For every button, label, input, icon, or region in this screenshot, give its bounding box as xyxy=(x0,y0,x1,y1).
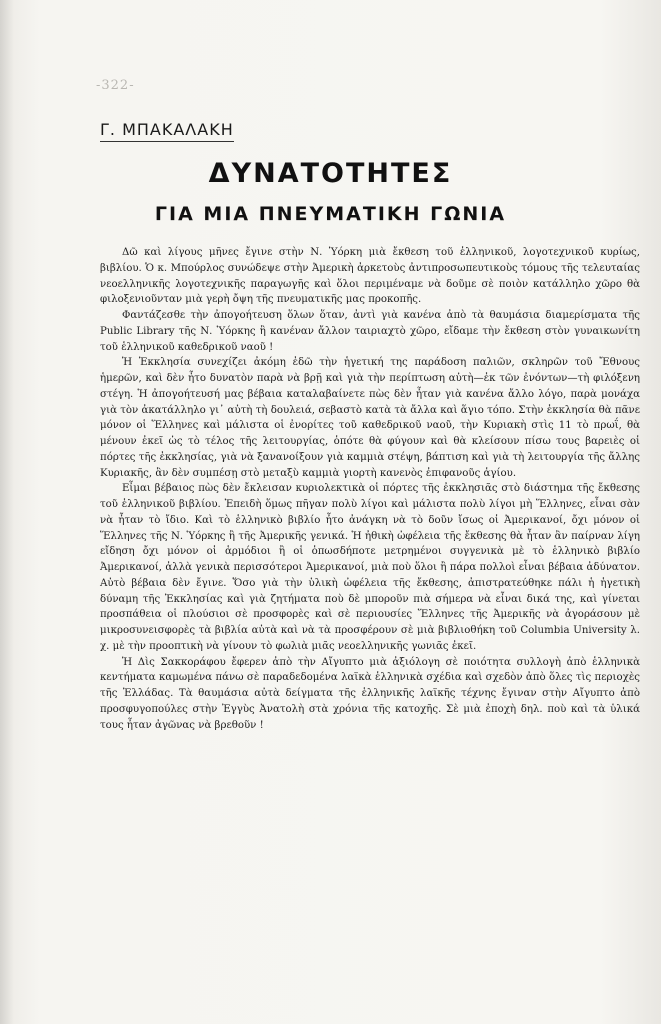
article-subtitle: ΓΙΑ ΜΙΑ ΠΝΕΥΜΑΤΙΚΗ ΓΩΝΙΑ xyxy=(154,203,507,225)
paragraph-3: Ἡ Ἐκκλησία συνεχίζει ἀκόμη ἐδῶ τὴν ἡγετική της παράδοση παλιῶν, σκληρῶν τοῦ Ἔθνους ἡμερῶν, καὶ δὲν ἦτο δυνατὸν παρὰ νὰ βρῇ καὶ γιὰ τὴν περίπτωση αὐτὴ—ἐκ τῶν ἐνόντων—τὴ φιλόξενη στέγη. Ἡ ἀπογοήτευσή μας βέβαια καταλαβαίνετε πὼς δὲν ἦταν γιὰ κανένα ἄλλο λόγο, παρὰ μονάχα γιὰ τὸν ἀκατάλληλο γι᾽ αὐτὴ τὴ δουλειά, σεβαστὸ κατὰ τὰ ἄλλα καὶ ἅγιο τόπο. Στὴν ἐκκλησία θὰ πᾶνε μόνον οἱ Ἕλληνες καὶ μάλιστα οἱ ἐνορίτες τοῦ καθεδρικοῦ ναοῦ, τὴν Κυριακὴ στὶς 11 τὸ πρωΐ, θὰ μένουν ἐκεῖ ὡς τὸ τέλος τῆς λειτουργίας, ὁπότε θὰ φύγουν καὶ θὰ κλείσουν πίσω τους βαρειὲς οἱ πόρτες τῆς ἐκκλησίας, γιὰ νὰ ξανανοίξουν γιὰ καμμιὰ στέψη, βάπτιση καὶ γιὰ τὴ λειτουργία τῆς ἄλλης Κυριακῆς, ἂν δὲν συμπέσῃ στὸ μεταξὺ καμμιὰ γιορτὴ κανενὸς ἐπιφανοῦς ἁγίου. xyxy=(100,357,640,479)
page-number: -322- xyxy=(96,78,135,93)
paragraph-1: Δῶ καὶ λίγους μῆνες ἔγινε στὴν Ν. Ὑόρκη μιὰ ἔκθεση τοῦ ἑλληνικοῦ, λογοτεχνικοῦ κυρίως, βιβλίου. Ὁ κ. Μπούρλος συνώδεψε στὴν Ἀμερικὴ ἀρκετοὺς ἀντιπροσωπευτικοὺς τόμους τῆς τελευταίας νεοελληνικῆς λογοτεχνικῆς παραγωγῆς καὶ ὅλοι περιμέναμε νὰ δοῦμε σὲ ποιὸν κατάλληλο χῶρο θὰ φιλοξενιοῦνταν μιὰ γερὴ ὄψη τῆς πνευματικῆς μας προκοπῆς. xyxy=(100,247,640,306)
author-name: Γ. ΜΠΑΚΑΛΑΚΗ xyxy=(100,120,234,142)
paragraph-5: Ἡ Δὶς Σακκοράφου ἔφερεν ἀπὸ τὴν Αἴγυπτο μιὰ ἀξιόλογη σὲ ποιότητα συλλογὴ ἀπὸ ἑλληνικὰ κεντήματα καμωμένα πάνω σὲ παραδεδομένα λαϊκὰ ἑλληνικὰ σχέδια καὶ σχεδὸν ἀπὸ ὅλες τὶς περιοχὲς τῆς Ἑλλάδας. Τὰ θαυμάσια αὐτὰ δείγματα τῆς ἑλληνικῆς λαϊκῆς τέχνης ἔγιναν στὴν Αἴγυπτο ἀπὸ προσφυγοπούλες στὴν Ἐγγὺς Ἀνατολὴ στὰ χρόνια τῆς κατοχῆς. Σὲ μιὰ ἐποχὴ δηλ. ποὺ καὶ τὰ ὑλικά τους ἦταν ἀγῶνας νὰ βρεθοῦν ! xyxy=(100,656,640,731)
article-body xyxy=(100,245,640,733)
binding-shadow xyxy=(0,0,14,1024)
article-title: ΔΥΝΑΤΟΤΗΤΕΣ xyxy=(208,158,453,189)
paragraph-4: Εἶμαι βέβαιος πὼς δὲν ἔκλεισαν κυριολεκτικὰ οἱ πόρτες τῆς ἐκκλησιᾶς στὸ διάστημα τῆς ἔκθεσης τοῦ ἑλληνικοῦ βιβλίου. Ἐπειδὴ ὅμως πῆγαν πολὺ λίγοι καὶ μάλιστα πολὺ λίγοι μὴ Ἕλληνες, εἶναι σὰν νὰ ἦταν τὸ ἴδιο. Καὶ τὸ ἑλληνικὸ βιβλίο ἦτο ἀνάγκη νὰ τὸ δοῦν ἴσως οἱ Ἀμερικανοί, ὄχι μόνον οἱ Ἕλληνες τῆς Ν. Ὑόρκης ἢ τῆς Ἀμερικῆς γενικά. Ἡ ἠθικὴ ὠφέλεια τῆς ἔκθεσης θὰ ἦταν ἂν παίρναν λίγη εἴδηση ὄχι μόνον οἱ ἁρμόδιοι ἢ οἱ ὁπωσδήποτε μετρημένοι συγγενικὰ μὲ τὸ ἑλληνικὸ βιβλίο Ἀμερικανοί, ἀλλὰ γενικὰ περισσότεροι Ἀμερικανοί, μιὰ ποὺ ὅλοι ἢ πάρα πολλοὶ εἶναι βέβαια ἀδύνατον. Αὐτὸ βέβαια δὲν ἔγινε. Ὅσο γιὰ τὴν ὑλικὴ ὠφέλεια τῆς ἔκθεσης, ἀπιστρατεύθηκε πάλι ἡ ἡγετικὴ δύναμη τῆς Ἐκκλησίας καὶ γιὰ ζητήματα ποὺ δὲ μποροῦν πιὰ σήμερα νὰ εἶναι δικά της, καὶ γίνεται προσπάθεια οἱ πλούσιοι σὲ προσφορὲς καὶ σὲ περιουσίες Ἕλληνες τῆς Ἀμερικῆς νὰ ἀγοράσουν μὲ μικροσυνεισφορὲς τὰ βιβλία αὐτὰ καὶ νὰ τὰ προσφέρουν σὲ μιὰ βιβλιοθήκη τοῦ Columbia University λ. χ. μὲ τὴν προοπτικὴ νὰ γίνουν τὸ φωλιὰ μιᾶς νεοελληνικῆς γωνιᾶς ἐκεῖ. xyxy=(100,483,640,652)
paragraph-2: Φαντάζεσθε τὴν ἀπογοήτευση ὅλων ὅταν, ἀντὶ γιὰ κανένα ἀπὸ τὰ θαυμάσια διαμερίσματα τῆς Public Library τῆς Ν. Ὑόρκης ἢ κανέναν ἄλλον ταιριαχτὸ χῶρο, εἴδαμε τὴν ἔκθεση στὸν γυναικωνίτη τοῦ ἑλληνικοῦ καθεδρικοῦ ναοῦ ! xyxy=(100,310,640,353)
